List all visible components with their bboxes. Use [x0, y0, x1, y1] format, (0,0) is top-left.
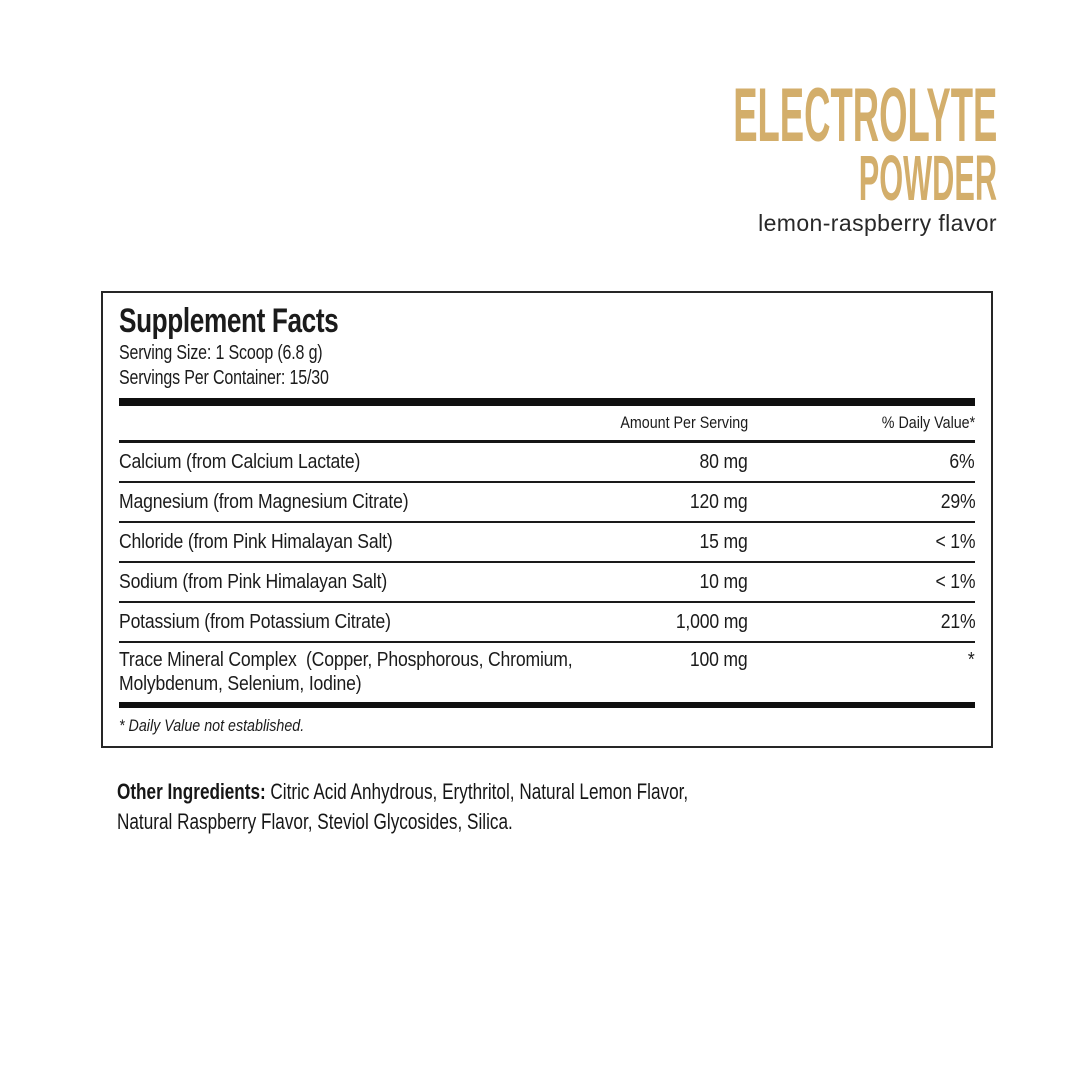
- other-ingredients-text: Citric Acid Anhydrous, Erythritol, Natural Lemon Flavor, Natural Raspberry Flavor, Steviol Glycosides, Silica.: [117, 779, 689, 834]
- nutrient-row: [119, 443, 975, 481]
- serving-size: [119, 341, 975, 366]
- other-ingredients: [117, 777, 887, 837]
- nutrient-daily-value: 6%: [949, 451, 975, 473]
- nutrient-daily-value: *: [968, 649, 975, 671]
- divider-thick-top: [119, 398, 975, 406]
- footnote-text: * Daily Value not established.: [119, 716, 305, 735]
- supplement-facts-panel: [101, 291, 993, 748]
- nutrient-row: [119, 521, 975, 561]
- nutrient-name: Trace Mineral Complex (Copper, Phosphorous, Chromium, Molybdenum, Selenium, Iodine): [119, 649, 578, 695]
- nutrient-row: [119, 561, 975, 601]
- nutrient-amount: 15 mg: [699, 531, 748, 553]
- nutrient-daily-value: 29%: [940, 491, 975, 513]
- nutrient-daily-value: < 1%: [935, 531, 975, 553]
- nutrient-amount: 10 mg: [699, 571, 748, 593]
- nutrient-daily-value: 21%: [940, 611, 975, 633]
- column-header-daily-value: [765, 413, 975, 433]
- table-header-row: [119, 406, 975, 443]
- nutrient-name: Calcium (from Calcium Lactate): [119, 451, 361, 473]
- panel-title: [119, 301, 975, 341]
- footnote: [119, 708, 975, 736]
- product-title-line1: [447, 73, 997, 158]
- brand-header: [447, 73, 997, 237]
- nutrient-row: [119, 601, 975, 641]
- nutrient-name: Potassium (from Potassium Citrate): [119, 611, 391, 633]
- column-header-amount-text: Amount Per Serving: [620, 413, 748, 432]
- panel-title-text: Supplement Facts: [119, 302, 339, 340]
- nutrient-row: [119, 641, 975, 702]
- nutrient-amount: 1,000 mg: [676, 611, 748, 633]
- column-header-daily-value-text: % Daily Value*: [881, 413, 975, 432]
- flavor-text: lemon-raspberry flavor: [758, 210, 997, 236]
- nutrient-name: Magnesium (from Magnesium Citrate): [119, 491, 409, 513]
- servings-per-container: [119, 366, 975, 391]
- other-ingredients-label: Other Ingredients:: [117, 779, 266, 804]
- nutrient-amount: 100 mg: [690, 649, 748, 671]
- nutrient-row: [119, 481, 975, 521]
- product-title-line2: [447, 142, 997, 214]
- nutrient-name: Chloride (from Pink Himalayan Salt): [119, 531, 393, 553]
- nutrient-amount: 80 mg: [699, 451, 748, 473]
- nutrient-name: Sodium (from Pink Himalayan Salt): [119, 571, 388, 593]
- servings-per-container-text: Servings Per Container: 15/30: [119, 367, 329, 389]
- nutrient-daily-value: < 1%: [935, 571, 975, 593]
- column-header-amount: [535, 413, 765, 433]
- nutrient-amount: 120 mg: [690, 491, 748, 513]
- serving-size-text: Serving Size: 1 Scoop (6.8 g): [119, 342, 323, 364]
- other-ingredients-paragraph: [117, 777, 718, 837]
- product-title-line1-text: ELECTROLYTE: [732, 73, 997, 158]
- product-title-line2-text: POWDER: [858, 142, 997, 214]
